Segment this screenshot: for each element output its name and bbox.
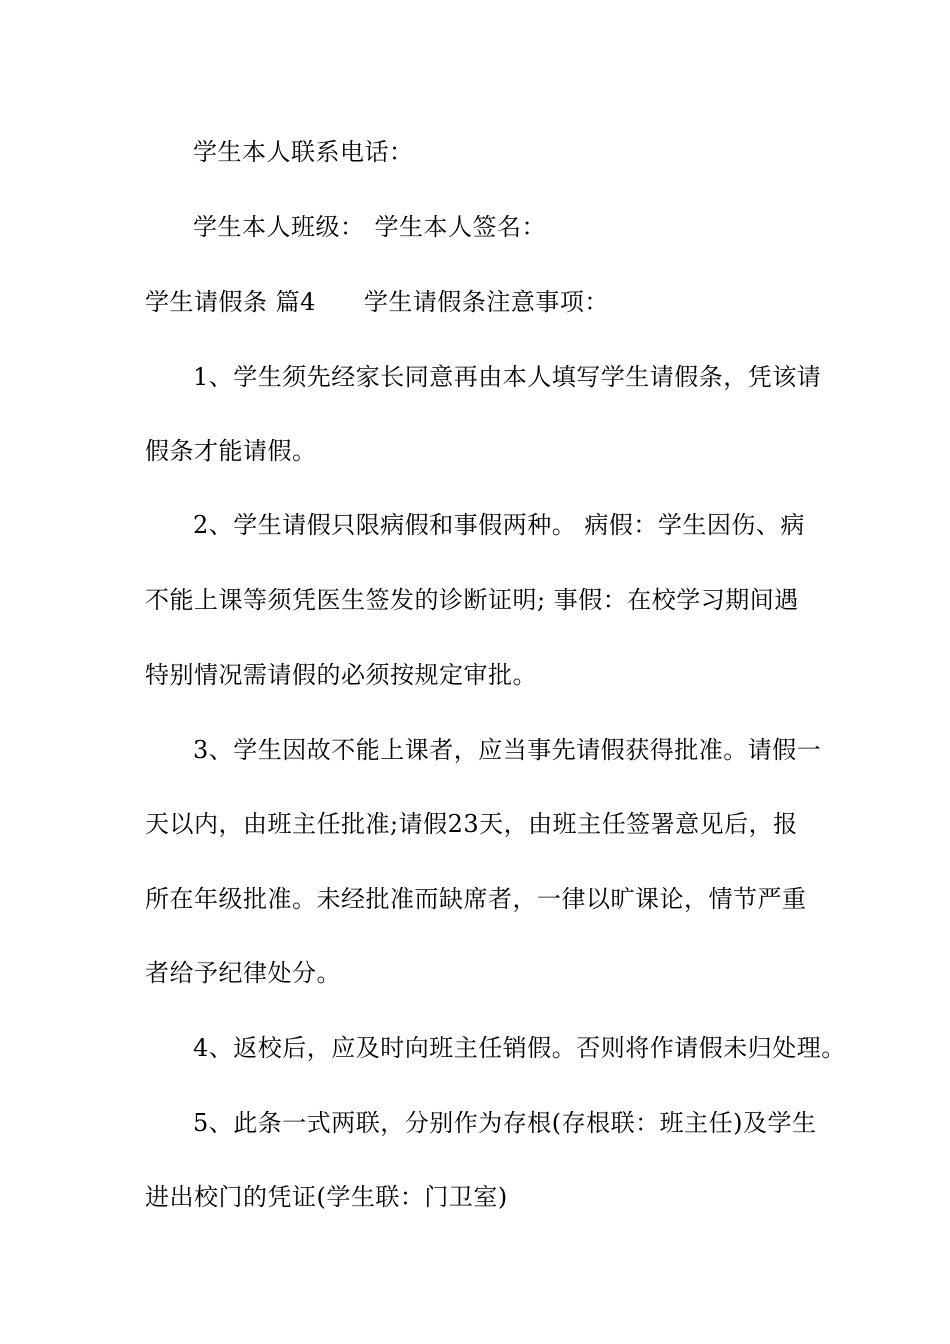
note-2-line-3: 特别情况需请假的必须按规定审批。 [145, 661, 537, 689]
section-heading-line [145, 287, 609, 317]
note-1-line-1: 1、学生须先经家长同意再由本人填写学生请假条，凭该请 [193, 363, 822, 391]
note-1-line-2: 假条才能请假。 [145, 437, 317, 465]
note-3-line-4: 者给予纪律处分。 [145, 959, 341, 987]
note-3-line-3: 所在年级批准。未经批准而缺席者，一律以旷课论，情节严重 [145, 885, 807, 913]
note-2-line-2: 不能上课等须凭医生签发的诊断证明; 事假：在校学习期间遇 [145, 586, 799, 614]
note-4-line-1: 4、返校后，应及时向班主任销假。否则将作请假未归处理。 [193, 1034, 846, 1062]
phone-label: 学生本人联系电话： [193, 138, 414, 166]
note-5-line-1: 5、此条一式两联，分别作为存根(存根联：班主任)及学生 [193, 1109, 817, 1137]
section-title: 学生请假条 篇4 [145, 288, 316, 316]
notice-heading: 学生请假条注意事项： [363, 288, 609, 316]
class-label: 学生本人班级： [193, 213, 365, 241]
note-3-line-2: 天以内，由班主任批准;请假23天，由班主任签署意见后，报 [145, 810, 798, 838]
signature-label: 学生本人签名： [374, 213, 546, 241]
note-3-line-1: 3、学生因故不能上课者，应当事先请假获得批准。请假一 [193, 736, 822, 764]
note-2-line-1: 2、学生请假只限病假和事假两种。 病假：学生因伤、病 [193, 511, 805, 539]
note-5-line-2: 进出校门的凭证(学生联：门卫室) [145, 1183, 508, 1211]
class-signature-line [193, 212, 546, 242]
